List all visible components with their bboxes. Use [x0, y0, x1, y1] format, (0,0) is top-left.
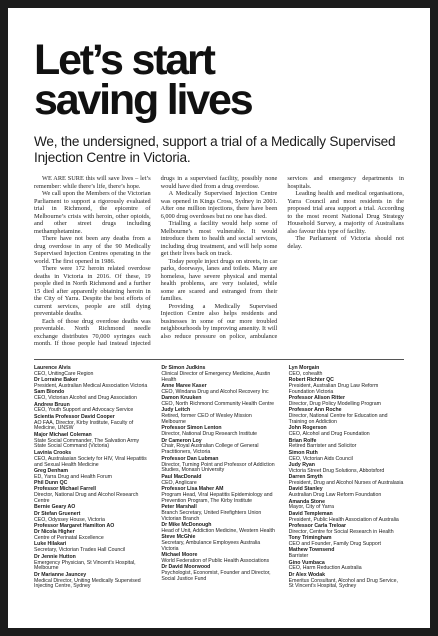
signatory-title: Director, National Drug and Alcohol Research Centre: [34, 492, 139, 505]
signatory-title: President, Drug and Alcohol Nurses of Australasia: [288, 480, 404, 487]
signatory: [161, 553, 276, 565]
signatory-name: Dr Mike McDonough: [161, 521, 212, 528]
signatory-name: Brian Rolfe: [288, 437, 317, 444]
signatory-title: CEO, Victorian Aids Council: [288, 455, 353, 462]
signatory-name: Gino Vumbaca: [288, 559, 325, 566]
signatory-name: Sam Biondo: [34, 389, 65, 396]
body-paragraph: WE ARE SURE this will save lives – let’s remember: while there’s life, there’s hope.: [34, 175, 151, 190]
signatory-title: Chair, Royal Australian College of General Practitioners, Victoria: [161, 443, 259, 456]
signatory: [34, 555, 149, 573]
signatory: [34, 573, 149, 591]
signatory: [289, 487, 404, 499]
signatory-name: Dr Alex Wodak: [288, 571, 325, 578]
signatory: [161, 439, 276, 457]
divider: [34, 359, 404, 360]
signatory: [34, 469, 149, 481]
signatory-name: Dr David Moorwood: [161, 564, 211, 571]
signatory-name: Peter Marshall: [161, 503, 197, 510]
signatory-name: Professor Simon Lenton: [161, 425, 222, 432]
body-paragraph: Providing a Medically Supervised Injection Centre also helps residents and businesses in some of our more troubled neighbourhoods by improving amenity. It will also reduce pressure on police, ambulance services and emergency departments in hospitals.: [160, 175, 404, 340]
body-paragraph: There have not been any deaths from a drug overdose in any of the 90 Medically Supervised Injection Centres operating in the world. The first opened in 1986.: [34, 235, 151, 265]
signatory-name: Professor Dan Lubman: [161, 455, 219, 462]
signatory-name: Major Michael Coleman: [34, 431, 92, 438]
signatory-title: CEO, North Richmond Community Health Centre: [161, 401, 275, 408]
signatory: [161, 523, 276, 535]
signatory-title: Retired, former CEO of Wesley Mission Melbourne: [161, 413, 252, 426]
signatory-name: Professor Carla Treloar: [288, 522, 347, 529]
signatory: [34, 451, 149, 469]
signatory: [161, 408, 276, 426]
signatory: [34, 403, 149, 415]
signatory-title: CEO, cohealth: [288, 370, 323, 377]
signatory-title: Mayor, City of Yarra: [288, 504, 335, 511]
signatory-name: Anne Maree Kaser: [161, 383, 207, 390]
signatory: [289, 408, 404, 426]
signatory: [289, 512, 404, 524]
signatory-name: Professor Ann Roche: [288, 407, 342, 414]
signatory: [34, 378, 149, 390]
signatory-name: Dr Cameron Loy: [161, 437, 202, 444]
signatory-name: John Rogerson: [288, 425, 327, 432]
signatory: [289, 451, 404, 463]
signatory: [34, 487, 149, 505]
signatory: [289, 548, 404, 560]
signatory-title: Centre of Perinatal Excellence: [34, 535, 104, 542]
signatory-name: Damon Kruuken: [161, 395, 202, 402]
signatory-title: Director, National Drug Research Institute: [161, 431, 258, 438]
signatory-title: Director, Turning Point and Professor of Addiction Studies, Monash University: [161, 461, 275, 474]
signatory: [289, 378, 404, 396]
signatory-title: Psychologist, Economist, Founder and Director, Social Justice Fund: [161, 570, 271, 583]
signatory-column-2: [161, 366, 276, 591]
signatory-name: Dr Marianne Jauncey: [34, 571, 87, 578]
signatory-title: Medical Director, Uniting Medically Supervised Injecting Centre, Sydney: [34, 577, 141, 590]
signatory-title: CEO, Alcohol and Drug Foundation: [288, 431, 370, 438]
signatory-name: Dr Nicola Higher: [34, 529, 75, 536]
signatory-name: Paul MacDonald: [161, 473, 202, 480]
signatory: [34, 542, 149, 554]
body-paragraph: A Medically Supervised Injection Centre was opened in Kings Cross, Sydney in 2001. After one million injections, there have been 6,000 drug overdoses but no one has died.: [160, 190, 278, 220]
body-paragraph: Trialling a facility would help some of Melbourne’s most vulnerable. It would introduce them to health and social services, including drug treatment, and will help some get their lives back on track.: [160, 220, 278, 257]
signatory-name: Dr Jennie Hutton: [34, 553, 76, 560]
signatory: [161, 426, 276, 438]
signatory-title: CEO, Victorian Alcohol and Drug Association: [34, 395, 137, 402]
signatory-name: Dr Lorraine Baker: [34, 377, 78, 384]
signatory-column-3: [289, 366, 404, 591]
signatory-name: Mathew Townsend: [288, 547, 335, 554]
signatory: [289, 366, 404, 378]
signatory: [289, 500, 404, 512]
subhead: We, the undersigned, support a trial of a Medically Supervised Injection Centre in Victoria.: [34, 134, 396, 165]
signatory-name: Steve McGhie: [161, 534, 196, 541]
signatory-title: ED, Yarra Drug and Health Forum: [34, 473, 112, 480]
signatory-title: CEO, Australasian Society for HIV, Viral Hepatitis and Sexual Health Medicine: [34, 455, 147, 468]
signatory-title: Emergency Physician, St Vincent’s Hospital, Melbourne: [34, 559, 136, 572]
signatory-title: President, Australian Medical Association Victoria: [34, 383, 148, 390]
signatory: [289, 536, 404, 548]
signatory: [161, 475, 276, 487]
signatory-name: Tony Trimingham: [288, 535, 332, 542]
signatory: [161, 384, 276, 396]
signatory-name: Lyn Morgain: [288, 365, 320, 371]
signatory-title: Barrister: [288, 553, 309, 560]
signatory: [289, 561, 404, 573]
signatory-name: Judy Ryan: [288, 462, 315, 468]
signatory: [161, 535, 276, 553]
signatory-name: Professor Lisa Maher AM: [161, 485, 224, 492]
signatory-title: Program Head, Viral Hepatitis Epidemiology and Prevention Program, The Kirby Institute: [161, 491, 273, 504]
signatory-name: Laurence Alvis: [34, 365, 71, 371]
signatory-title: CEO, Harm Reduction Australia: [288, 565, 362, 572]
signatory-title: Australian Drug Law Reform Foundation: [288, 492, 382, 499]
advertisement-page: [8, 8, 430, 628]
signatory-title: CEO, Odyssey House, Victoria: [34, 516, 105, 523]
signatory-title: CEO, UnitingCare Region: [34, 370, 94, 377]
signatory: [289, 439, 404, 451]
signatory-title: Secretary, Ambulance Employees Australia Victoria: [161, 539, 261, 552]
signatory: [34, 512, 149, 524]
signatory-name: Robert Richter QC: [288, 377, 334, 384]
headline-line-2: saving lives: [34, 76, 252, 124]
signatory-title: Emeritus Consultant, Alcohol and Drug Service, St Vincent’s Hospital, Sydney: [288, 577, 398, 590]
body-paragraph: Today people inject drugs on streets, in car parks, doorways, lanes and toilets. Many are homeless, have severe physical and mental health problems, are very isolated, while some are scared and estranged from their families.: [160, 257, 278, 302]
body-paragraph: Each of those drug overdose deaths was preventable. North Richmond needle exchange distributes 70,000 syringes each month. If those people had instead injected drugs in a supervised facility, possibly none would have died from a drug overdose.: [34, 175, 278, 347]
signatory-name: Lavinia Crooks: [34, 449, 72, 456]
signatory-name: Darren Smyth: [288, 474, 323, 481]
signatory-name: Greg Denham: [34, 467, 69, 474]
signatory: [34, 390, 149, 402]
signatory: [34, 415, 149, 433]
signatory-name: Professor Margaret Hamilton AO: [34, 522, 115, 529]
signatory-title: Branch Secretary, United Firefighters Union Victorian Branch: [161, 509, 262, 522]
signatory-title: CEO, Anglicare: [161, 479, 197, 486]
signatory: [289, 475, 404, 487]
signatory-title: Director, Centre for Social Research in Health: [288, 528, 394, 535]
body-text: [34, 175, 404, 353]
signatory-name: Simon Ruth: [288, 449, 318, 456]
signatory-name: Bernie Geary AO: [34, 504, 76, 511]
signatory-title: State Social Commander, The Salvation Army State Social Command (Victoria): [34, 437, 140, 450]
signatory-name: David Templeman: [288, 510, 333, 517]
signatory-title: CEO, Youth Support and Advocacy Service: [34, 407, 134, 414]
signatory-title: Retired Barrister and Solicitor: [288, 443, 357, 450]
body-paragraph: The Parliament of Victoria should not delay.: [287, 235, 404, 250]
signatory-title: Director, Drug Policy Modelling Program: [288, 401, 381, 408]
signatory-name: Judy Leitch: [161, 407, 191, 414]
signatory: [161, 366, 276, 384]
signatory: [289, 426, 404, 438]
signatory-name: Amanda Stone: [288, 498, 325, 505]
signatory-title: Clinical Director of Emergency Medicine, Austin Health: [161, 370, 271, 383]
signatory-title: CEO and Founder, Family Drug Support: [288, 540, 381, 547]
signatory-title: President, Australian Drug Law Reform Foundation Victoria: [288, 383, 379, 395]
body-paragraph: There were 172 heroin related overdose deaths in Victoria in 2016. Of these, 19 people died in North Richmond and a further 15 died after apparently obtaining heroin in the City of Yarra. Despite the best efforts of current services, people are still dying preventable deaths.: [34, 265, 151, 317]
signatory-title: CEO, Windana Drug and Alcohol Recovery Inc: [161, 388, 269, 395]
signatory-title: Victoria Street Drug Solutions, Abbotsford: [288, 467, 385, 474]
signatory-title: President, Public Health Association of Australia: [288, 516, 399, 523]
signatory-name: Dr Simon Judkins: [161, 365, 206, 371]
signatory: [161, 505, 276, 523]
signatory: [161, 457, 276, 475]
signatory-title: Director, National Centre for Education and Training on Addiction: [288, 413, 388, 426]
signatory-name: Michael Moore: [161, 552, 198, 559]
headline: [34, 36, 404, 124]
signatory-name: Dr Stefan Gruenert: [34, 510, 81, 517]
signatory-title: Secretary, Victorian Trades Hall Council: [34, 547, 126, 554]
signatory-name: Scientia Professor David Cooper: [34, 413, 115, 420]
signatory-title: World Federation of Public Health Associations: [161, 558, 270, 564]
signatory-name: Luke Hilakari: [34, 541, 67, 548]
signatory: [34, 366, 149, 378]
signatory: [34, 433, 149, 451]
signatory: [289, 573, 404, 591]
signatory: [289, 463, 404, 475]
signatory: [289, 396, 404, 408]
signatory-name: Andrew Bruun: [34, 401, 70, 408]
signatory: [289, 524, 404, 536]
signatory-name: Professor Michael Farrell: [34, 486, 96, 493]
signatory-name: Phil Dunn QC: [34, 480, 68, 487]
signatory-title: Head of Unit, Addiction Medicine, Western Health: [161, 527, 275, 534]
signatory-column-1: [34, 366, 149, 591]
signatory-name: David Stanley: [288, 486, 323, 493]
signatory: [34, 530, 149, 542]
signatory-title: AO FAA, Director, Kirby Institute, Faculty of Medicine, UNSW: [34, 419, 134, 432]
body-paragraph: Leading health and medical organisations, Yarra Council and most residents in the proposed trial area support a trial. According to the most recent National Drug Strategy Household Survey, a majority of Australians also favour this type of facility.: [287, 190, 404, 235]
signatory: [161, 565, 276, 583]
signatories: [34, 366, 404, 591]
signatory: [161, 396, 276, 408]
signatory-name: Professor Alison Ritter: [288, 395, 345, 402]
body-paragraph: We call upon the Members of the Victorian Parliament to support a rigorously evaluated trial in Richmond, the epicentre of Melbourne’s crisis with heroin, other opioids, and other street drugs including methamphetamine.: [34, 190, 151, 235]
signatory: [161, 487, 276, 505]
headline-line-1: Let’s start: [34, 36, 214, 84]
